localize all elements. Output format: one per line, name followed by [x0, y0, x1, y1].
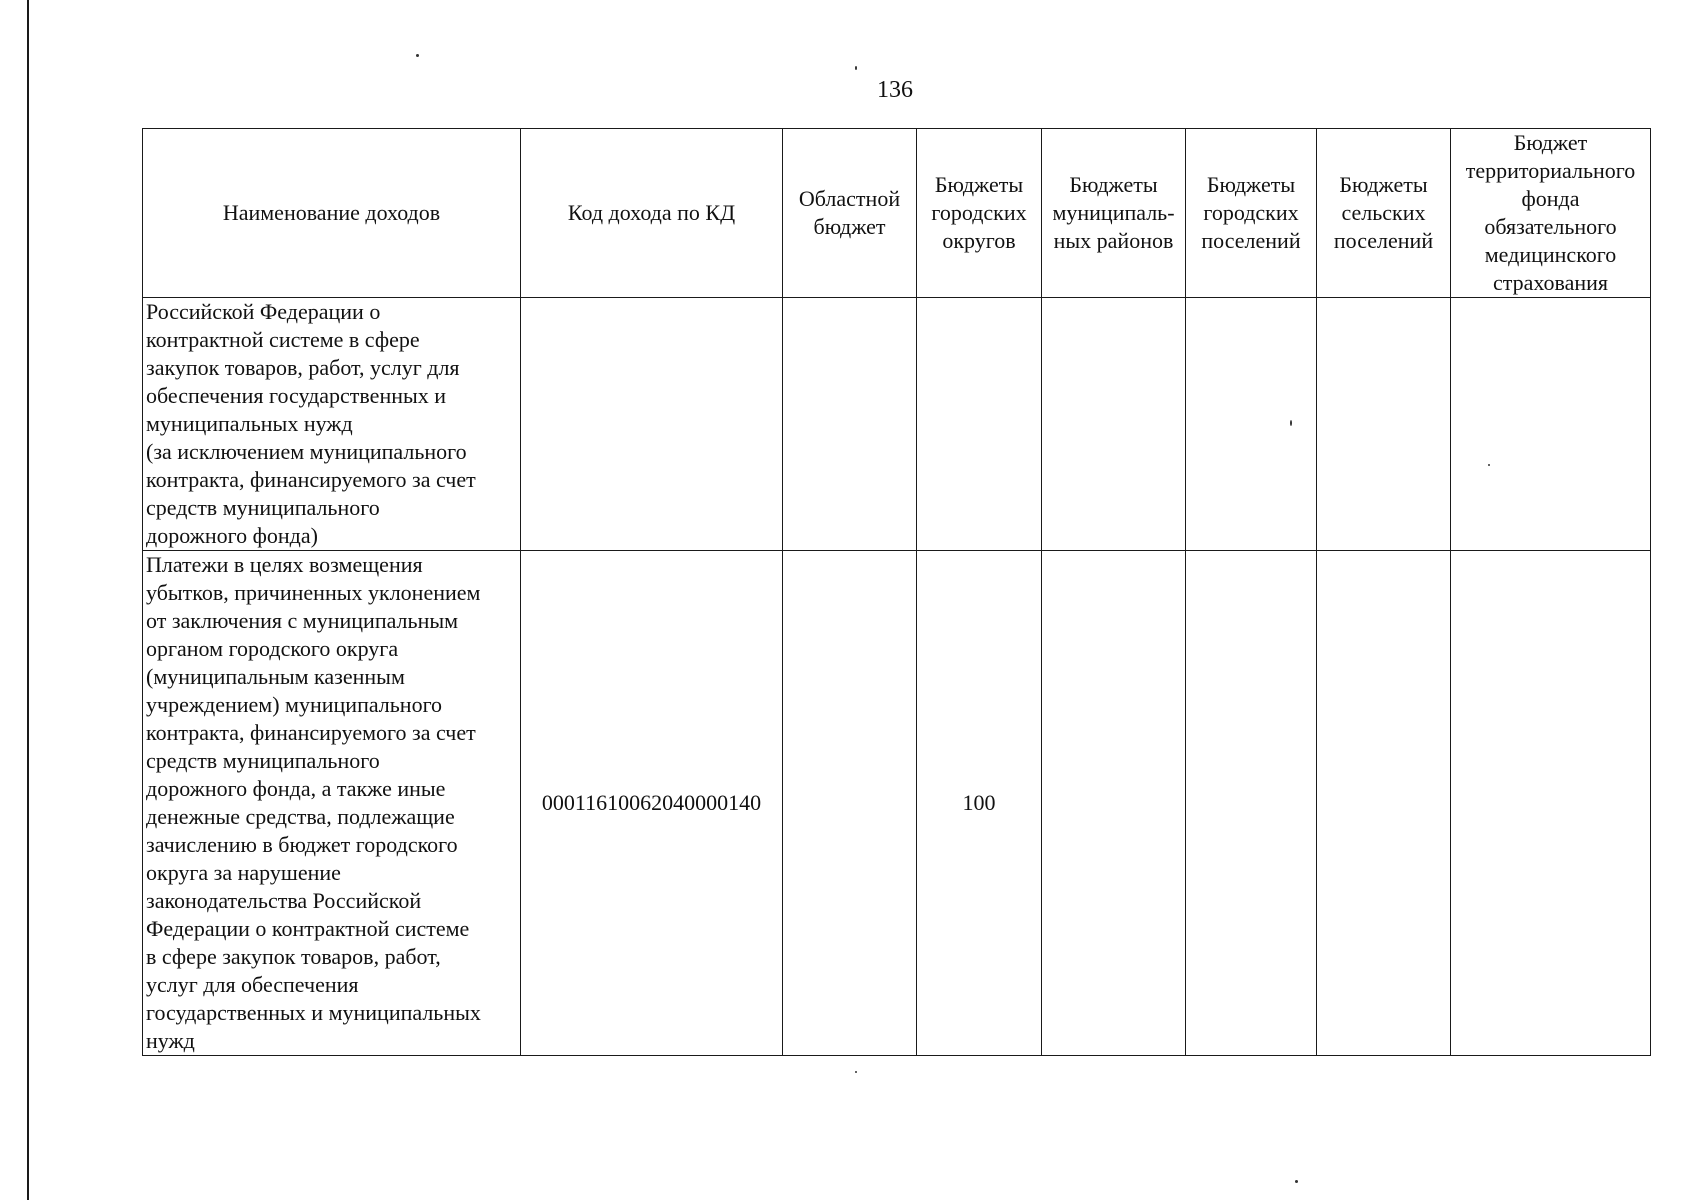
table-header-row [143, 129, 1651, 298]
header-medical-fund-budget [1451, 129, 1651, 298]
table-row [143, 551, 1651, 1056]
header-income-code [521, 129, 783, 298]
scan-speck [855, 1071, 857, 1073]
header-rural-settlement-budgets [1317, 129, 1451, 298]
header-urban-settlement-budgets [1186, 129, 1317, 298]
income-code-cell [521, 298, 783, 551]
page-number: 136 [877, 77, 913, 103]
header-regional-budget [783, 129, 917, 298]
revenue-table [142, 128, 1651, 1056]
rural-settlement-budget-cell [1317, 551, 1451, 1056]
scan-speck [855, 66, 857, 70]
header-label: Код дохода по КД [567, 200, 736, 225]
income-name-cell: Российской Федерации о контрактной системе в сфере закупок товаров, работ, услуг для обеспечения государственных и муниципальных нужд (за исключением муниципального контракта, финансируемого за счет средств муниципального дорожного фонда) [143, 298, 521, 551]
header-label: Бюджеты муниципаль- ных районов [1052, 172, 1175, 253]
urban-settlement-budget-cell [1186, 298, 1317, 551]
scan-speck [416, 54, 419, 57]
urban-settlement-budget-cell [1186, 551, 1317, 1056]
header-municipal-district-budgets [1042, 129, 1186, 298]
header-income-name [143, 129, 521, 298]
header-label: Областной бюджет [798, 186, 901, 239]
city-district-budget-cell [917, 298, 1042, 551]
header-label: Бюджет территориального фонда обязательного медицинского страхования [1465, 130, 1636, 295]
medical-fund-budget-cell [1451, 551, 1651, 1056]
scan-speck [1295, 1180, 1298, 1183]
city-district-budget-cell: 100 [917, 551, 1042, 1056]
header-label: Наименование доходов [222, 200, 441, 225]
header-label: Бюджеты городских поселений [1201, 172, 1301, 253]
rural-settlement-budget-cell [1317, 298, 1451, 551]
header-city-district-budgets [917, 129, 1042, 298]
table-row [143, 298, 1651, 551]
income-name-cell: Платежи в целях возмещения убытков, причиненных уклонением от заключения с муниципальным органом городского округа (муниципальным казенным учреждением) муниципального контракта, финансируемого за счет средств муниципального дорожного фонда, а также иные денежные средства, подлежащие зачислению в бюджет городского округа за нарушение законодательства Российской Федерации о контрактной системе в сфере закупок товаров, работ, услуг для обеспечения государственных и муниципальных нужд [143, 551, 521, 1056]
header-label: Бюджеты сельских поселений [1333, 172, 1434, 253]
header-label: Бюджеты городских округов [931, 172, 1027, 253]
municipal-district-budget-cell [1042, 551, 1186, 1056]
municipal-district-budget-cell [1042, 298, 1186, 551]
income-code-cell: 00011610062040000140 [521, 551, 783, 1056]
regional-budget-cell [783, 551, 917, 1056]
medical-fund-budget-cell [1451, 298, 1651, 551]
regional-budget-cell [783, 298, 917, 551]
binding-line [27, 0, 29, 1200]
